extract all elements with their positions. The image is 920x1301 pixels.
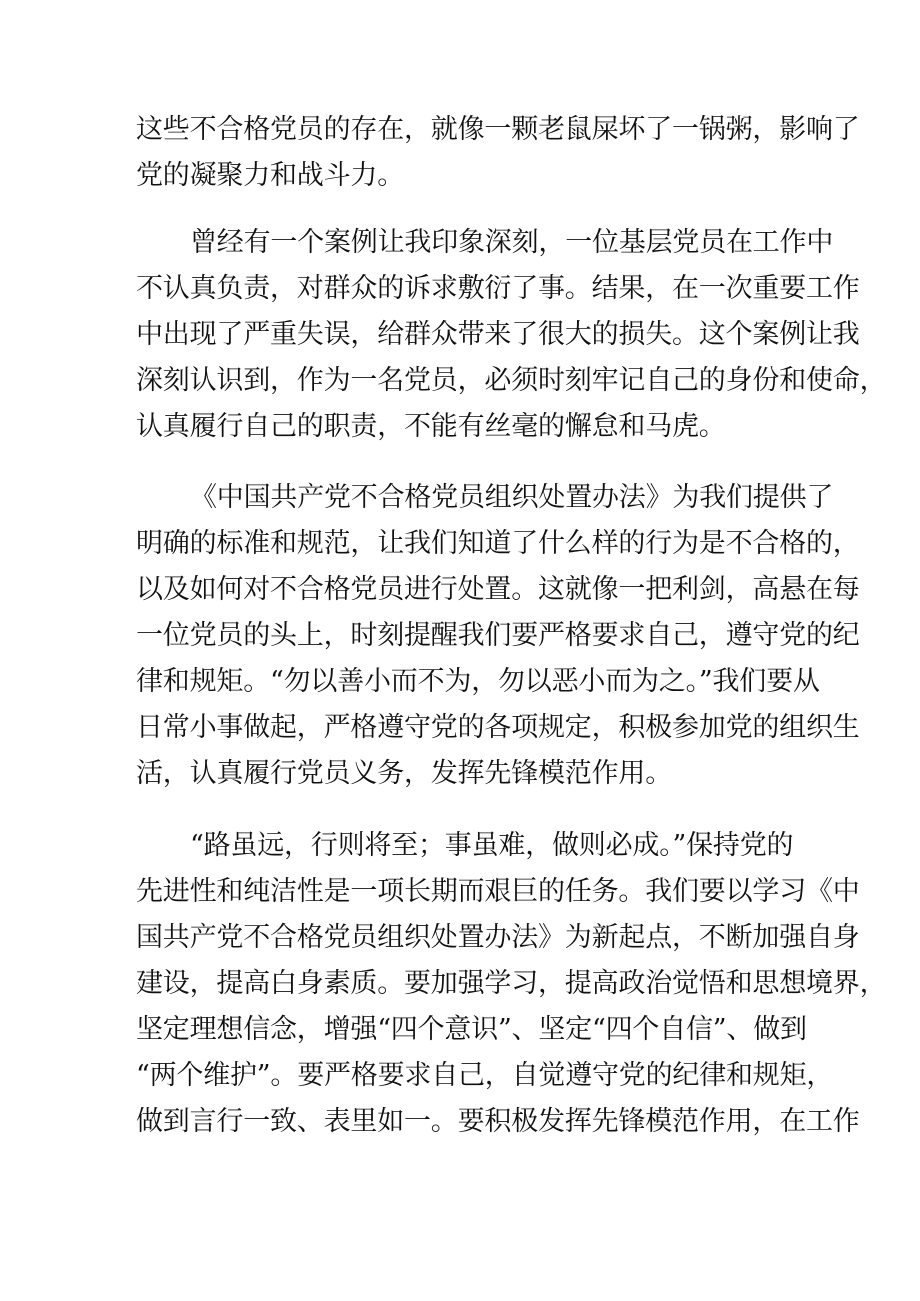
text-line: 党的凝聚力和战斗力。	[136, 160, 404, 191]
text-line: 国共产党不合格党员组织处置办法》为新起点，不断加强自身	[136, 922, 860, 953]
text-line: 先进性和纯洁性是一项长期而艰巨的任务。我们要以学习《中	[136, 876, 860, 907]
text-line: 深刻认识到，作为一名党员，必须时刻牢记自己的身份和使命，	[136, 365, 887, 396]
text-line: 坚定理想信念，增强“四个意识”、坚定“四个自信”、做到	[136, 1014, 807, 1045]
text-line: 曾经有一个案例让我印象深刻，一位基层党员在工作中	[190, 227, 834, 258]
text-line: 建设，提高白身素质。要加强学习，提高政治觉悟和思想境界，	[136, 968, 887, 999]
text-line: 以及如何对不合格党员进行处置。这就像一把利剑，高悬在每	[136, 574, 860, 605]
text-line: 律和规矩。“勿以善小而不为，勿以恶小而为之。”我们要从	[136, 666, 820, 697]
text-line: 做到言行一致、表里如一。要积极发挥先锋模范作用，在工作	[136, 1106, 860, 1137]
text-line: 明确的标准和规范，让我们知道了什么样的行为是不合格的，	[136, 528, 860, 559]
text-line: 《中国共产党不合格党员组织处置办法》为我们提供了	[190, 482, 834, 513]
text-line: 日常小事做起，严格遵守党的各项规定，积极参加党的组织生	[136, 712, 860, 743]
text-line: 认真履行自己的职责，不能有丝毫的懈怠和马虎。	[136, 411, 726, 442]
text-line: “两个维护”。要严格要求自己，自觉遵守党的纪律和规矩，	[136, 1060, 834, 1091]
text-line: 这些不合格党员的存在，就像一颗老鼠屎坏了一锅粥，影响了	[136, 114, 860, 145]
text-line: 不认真负责，对群众的诉求敷衍了事。结果，在一次重要工作	[136, 273, 860, 304]
text-line: 中出现了严重失误，给群众带来了很大的损失。这个案例让我	[136, 319, 860, 350]
text-line: 一位党员的头上，时刻提醒我们要严格要求自己，遵守党的纪	[136, 620, 860, 651]
text-line: 活，认真履行党员义务，发挥先锋模范作用。	[136, 758, 672, 789]
text-line: “路虽远，行则将至；事虽难，做则必成。”保持党的	[190, 830, 794, 861]
